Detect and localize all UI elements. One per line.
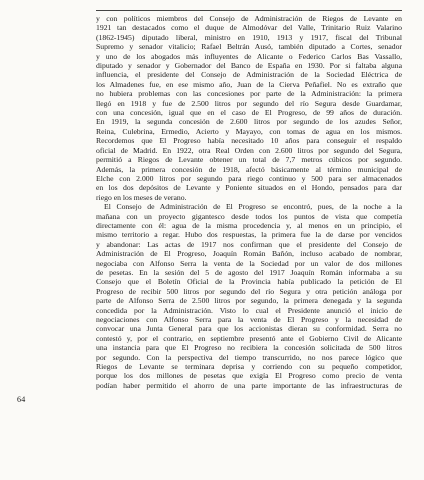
text-line: en los dos depósitos de Levante y Poniente situados en el Hondo, pensados para dar [96, 183, 402, 193]
text-line: parte de Alfonso Serra de 2.500 litros por segundo, la primera denegada y la segunda [96, 296, 402, 306]
text-line: con una concesión, igual que en el caso de El Progreso, de 99 años de duración. [96, 108, 402, 118]
text-line: Consejo que el Boletín Oficial de la Provincia había publicado la petición de El [96, 277, 402, 287]
text-line: negociaciones con Alfonso Serra para la venta de El Progreso y la necesidad de [96, 315, 402, 324]
text-line: mañana con un proyecto gigantesco desde todos los puntos de vista que competía [96, 211, 402, 221]
text-line: y con políticos miembros del Consejo de Administración de Riegos de Levante en [96, 14, 402, 23]
text-line: los Almadenes fue, en ese mismo año, Juan de la Cierva Peñafiel. No es extraño que [96, 79, 402, 89]
text-line: de pesetas. En la sesión del 5 de agosto del 1917 Joaquín Román informaba a su [96, 267, 402, 277]
page-number: 64 [17, 395, 26, 404]
text-line: no hubiera problemas con las concesiones por parte de la Administración: la primera [96, 89, 402, 99]
text-line: llegó en 1918 y fue de 2.500 litros por segundo del río Segura desde Guardamar, [96, 98, 402, 108]
text-line: concedida por la Administración. Visto lo cual el Presidente anunció el inicio de [96, 305, 402, 315]
text-line: mismo territorio a regar. Hubo dos respuestas, la primera fue la de darse por vencidos [96, 230, 402, 240]
text-line: directamente con él: agua de la misma procedencia y, al menos en un principio, el [96, 220, 402, 230]
text-line: Supremo y senador vitalicio; Rafael Beltrán Ausó, también diputado a Cortes, senador [96, 42, 402, 52]
text-line: diputado y senador y Gobernador del Banco de España en 1930. Por si faltaba alguna [96, 61, 402, 71]
text-line: convocar una Junta General para que los accionistas dieran su conformidad. Serra no [96, 324, 402, 334]
text-line: podían haber permitido el ahorro de una parte importante de las infraestructuras de [96, 380, 402, 390]
text-line: Administración de El Progreso, Joaquín Román Bañón, incluso acabado de nombrar, [96, 249, 402, 259]
text-line: riego en los meses de verano. [96, 192, 187, 202]
text-line: por segundo. Con la perspectiva del tiempo transcurrido, no nos parece lógico que [96, 352, 402, 362]
text-line: contestó y, por el contrario, en septiembre presentó ante el Gobierno Civil de Alicante [96, 333, 402, 343]
text-line: En 1919, la segunda concesión de 2.600 litros por segundo de los azudes Señor, [96, 117, 402, 127]
text-line: negociaba con Alfonso Serra la venta de la Sociedad por un valor de dos millones [96, 258, 402, 268]
text-line: El Consejo de Administración de El Progreso se encontró, pues, de la noche a la [104, 202, 402, 212]
text-line: y abandonar: Las actas de 1917 nos confirman que el presidente del Consejo de [96, 239, 402, 249]
text-line: permitió a Riegos de Levante obtener un total de 7,7 metros cúbicos por segundo. [96, 155, 402, 165]
text-line: Riegos de Levante se terminara deprisa y corriendo con su pequeño competidor, [96, 362, 402, 372]
text-line: Además, la primera concesión de 1918, afectó básicamente al término municipal de [96, 164, 402, 174]
text-line: una instancia para que El Progreso no recibiera la concesión solicitada de 500 litros [96, 343, 402, 353]
text-line: y uno de los abogados más influyentes de Alicante o Federico Carlos Bas Vassallo, [96, 51, 402, 61]
text-line: Progreso de recibir 500 litros por segundo del río Segura y otra petición análoga por [96, 286, 402, 296]
text-line: influencia, el presidente del Consejo de Administración de la Sociedad Eléctrica de [96, 70, 402, 80]
text-line: Reina, Culebrina, Ermedio, Acierto y Mayayo, con tomas de agua en los mismos. [96, 126, 402, 136]
text-line: 1921 tan destacados como el duque de Almodóvar del Valle, Trinitario Ruiz Valarino [96, 23, 402, 33]
text-line: porque los dos millones de pesetas que exigía El Progreso como precio de venta [96, 371, 402, 381]
body-text [96, 14, 402, 478]
text-line: Recordemos que El Progreso había necesitado 10 años para conseguir el respaldo [96, 136, 402, 146]
text-line: Elche con 2.000 litros por segundo para riego continuo y 500 para ser almacenados [96, 173, 402, 183]
text-line: (1862-1945) diputado liberal, ministro en 1910, 1913 y 1917, fiscal del Tribunal [96, 32, 402, 42]
top-rule [96, 10, 402, 11]
text-line: oficial de Madrid. En 1922, otra Real Orden con 2.600 litros por segundo del Segura, [96, 145, 402, 155]
